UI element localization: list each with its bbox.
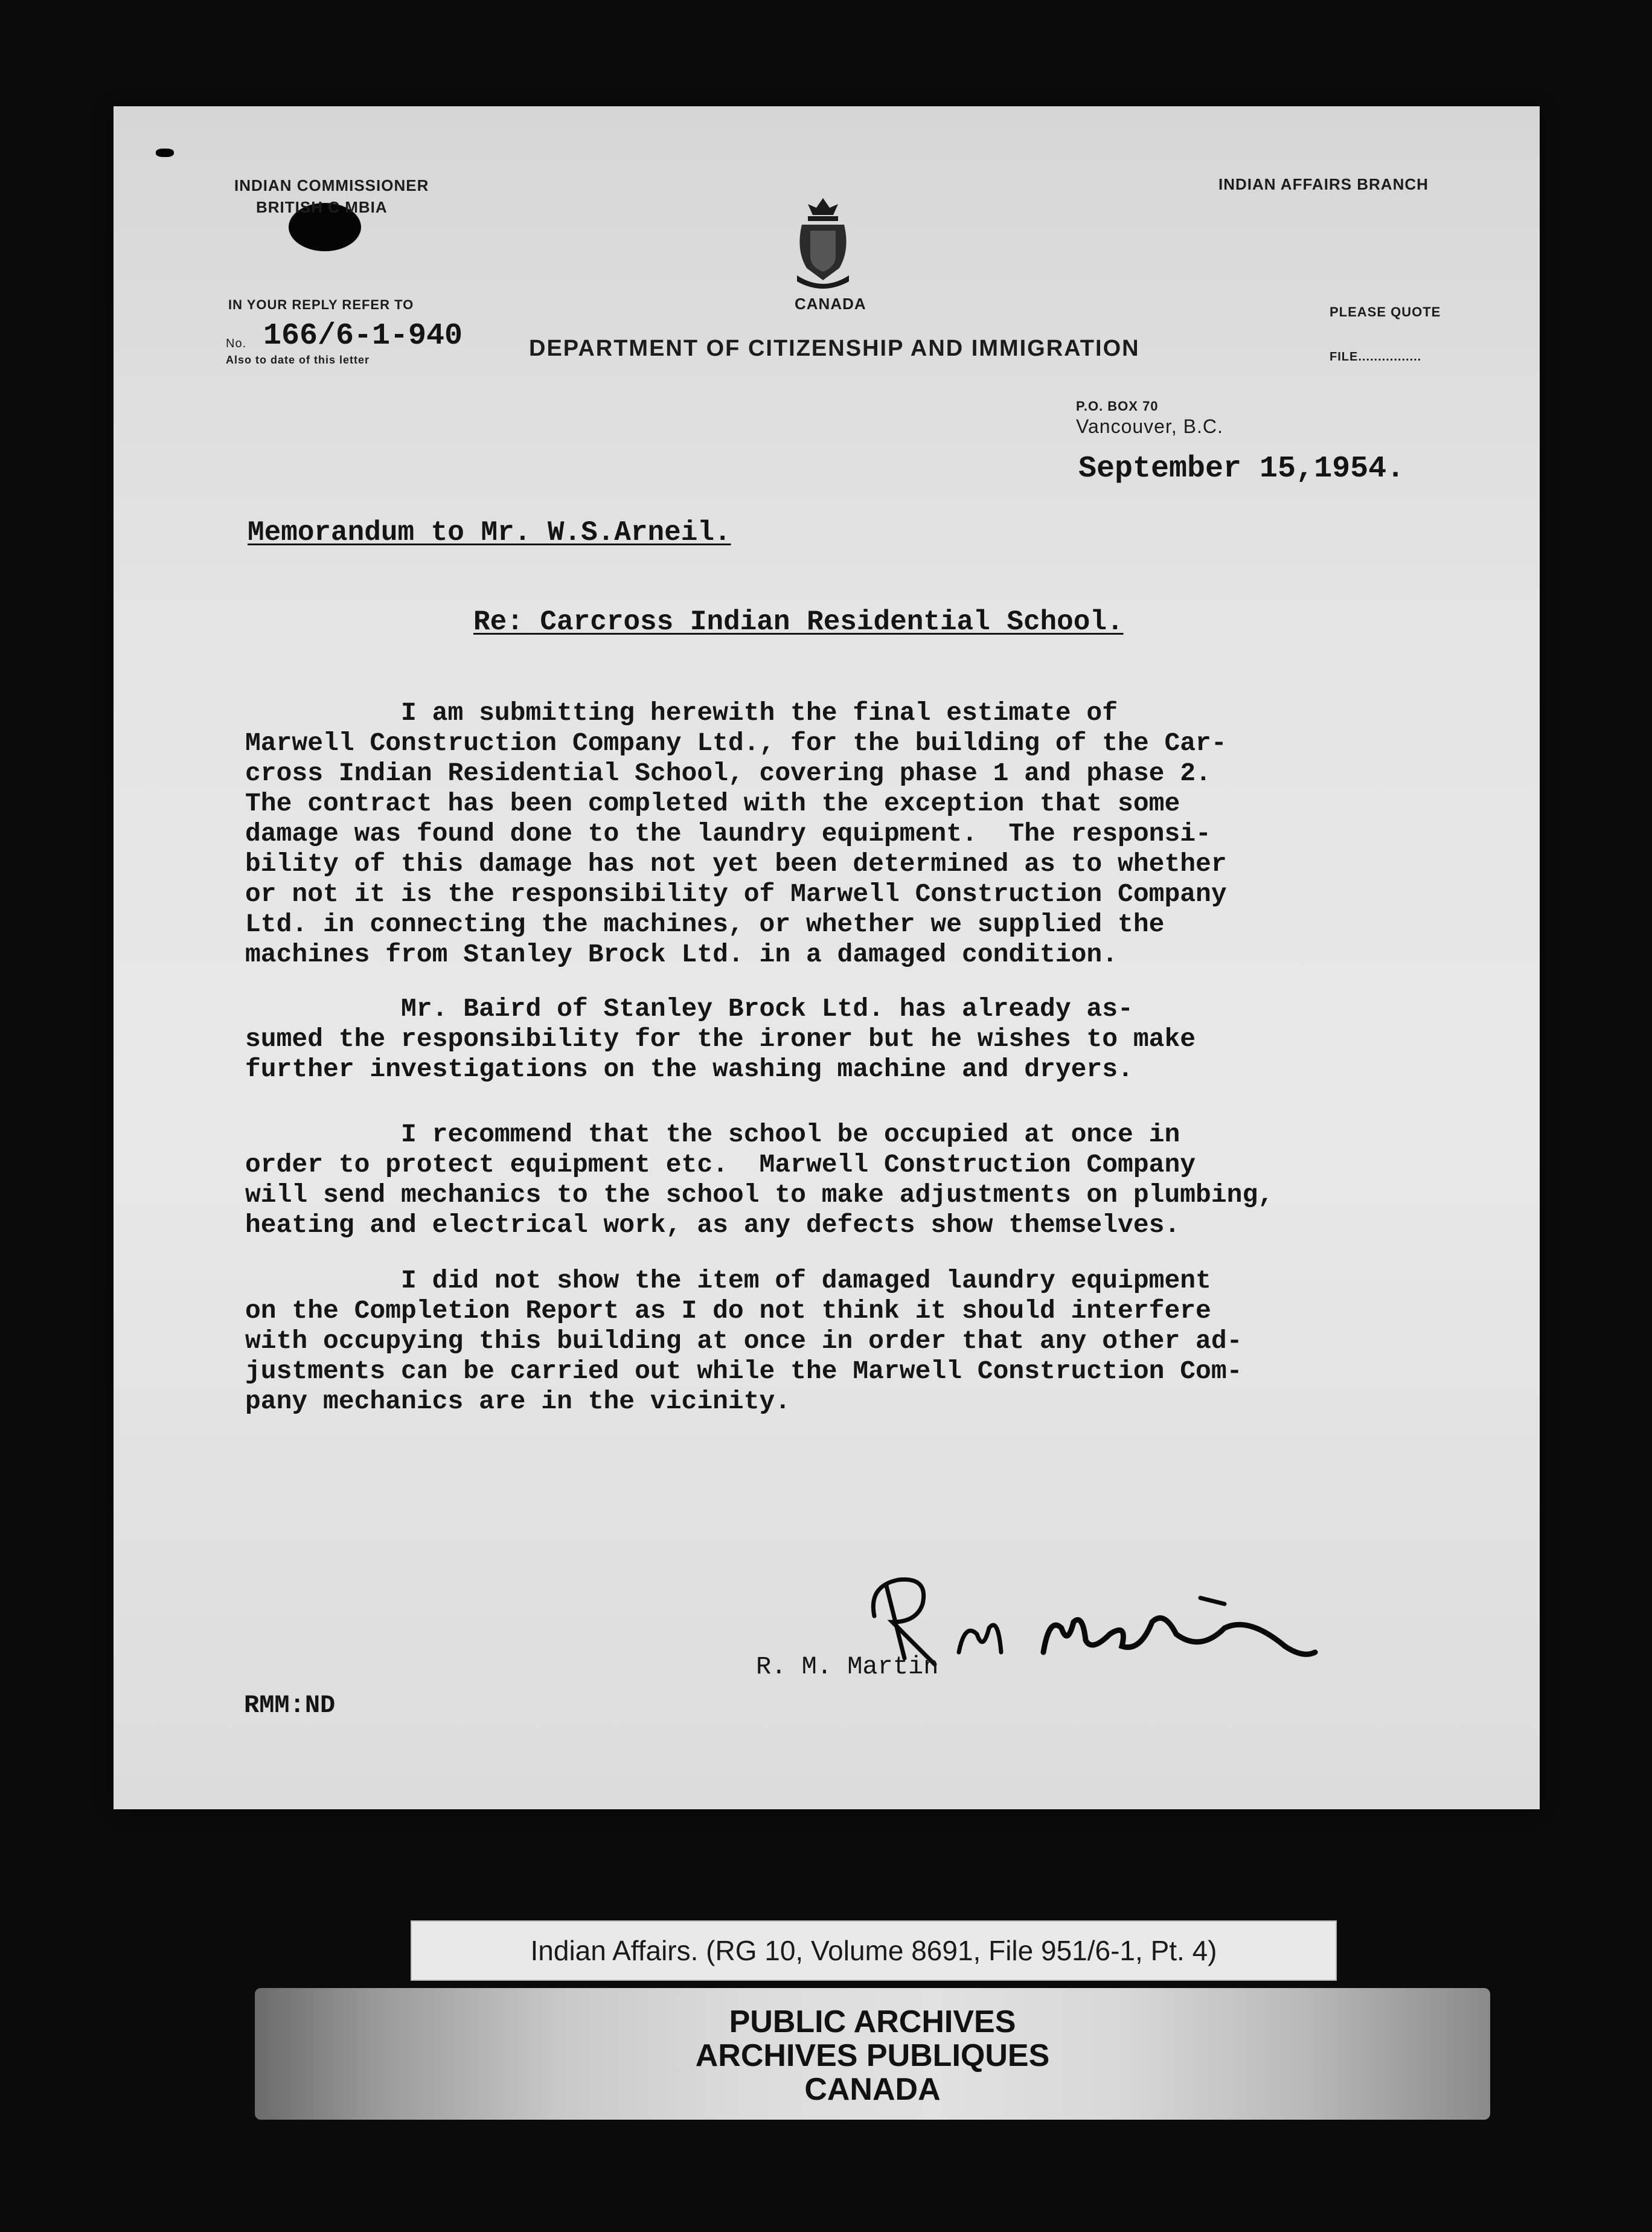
memo-recipient: Memorandum to Mr. W.S.Arneil. <box>248 517 731 548</box>
letter-sheet <box>114 106 1540 1809</box>
file-label: FILE................ <box>1330 350 1422 364</box>
commissioner-line-1: INDIAN COMMISSIONER <box>234 176 429 194</box>
archive-stamp-strip <box>255 1988 1490 2120</box>
paragraph-2: Mr. Baird of Stanley Brock Ltd. has already as- sumed the responsibility for the ironer but he wishes to make further investigations on the washing machine and dryers. <box>245 994 1196 1084</box>
please-quote-label: PLEASE QUOTE <box>1330 304 1441 319</box>
ink-spot <box>156 149 174 157</box>
letter-date: September 15,1954. <box>1078 452 1405 486</box>
city: Vancouver, B.C. <box>1076 415 1223 437</box>
no-label: No. <box>226 337 247 350</box>
archive-reference-label <box>411 1920 1337 1981</box>
reply-refer-label: IN YOUR REPLY REFER TO <box>228 297 414 312</box>
reference-number: 166/6-1-940 <box>263 319 463 353</box>
typist-initials: RMM:ND <box>244 1691 336 1720</box>
archive-reference-text: Indian Affairs. (RG 10, Volume 8691, File 951/6-1, Pt. 4) <box>530 1935 1217 1966</box>
paragraph-4: I did not show the item of damaged laundry equipment on the Completion Report as I do not think it should interfere with occupying this building at once in order that any other ad- justments can be carried out while the Marwell Construction Com- pany mechanics are in the vicinity. <box>245 1266 1243 1416</box>
also-date-label: Also to date of this letter <box>226 354 370 366</box>
paragraph-1: I am submitting herewith the final estimate of Marwell Construction Company Ltd., for the building of the Car- cross Indian Residential School, covering phase 1 and phase 2. The contract has been completed with the exception that some damage was found done to the laundry equipment. The responsi- bility of this damage has not yet been determined as to whether or not it is the responsibility of Marwell Construction Company Ltd. in connecting the machines, or whether we supplied the machines from Stanley Brock Ltd. in a damaged condition. <box>245 698 1227 969</box>
archive-line-1: PUBLIC ARCHIVES <box>729 2004 1016 2039</box>
signatory-name: R. M. Martin <box>756 1652 939 1681</box>
country-label: CANADA <box>795 295 866 313</box>
po-box: P.O. BOX 70 <box>1076 399 1159 414</box>
commissioner-line-2: BRITISH C MBIA <box>256 198 388 216</box>
department-title: DEPARTMENT OF CITIZENSHIP AND IMMIGRATION <box>529 336 1140 361</box>
paragraph-3: I recommend that the school be occupied at once in order to protect equipment etc. Marwell Construction Company will send mechanics to the school to make adjustments on plumbing, heating and electrical work, as any defects show themselves. <box>245 1120 1274 1240</box>
coat-of-arms-icon <box>790 196 856 292</box>
branch-label: INDIAN AFFAIRS BRANCH <box>1218 175 1429 193</box>
archive-line-2: ARCHIVES PUBLIQUES <box>695 2038 1050 2073</box>
archive-stamp-text <box>255 2005 1490 2106</box>
archive-line-3: CANADA <box>804 2072 941 2107</box>
subject-line: Re: Carcross Indian Residential School. <box>473 606 1124 638</box>
